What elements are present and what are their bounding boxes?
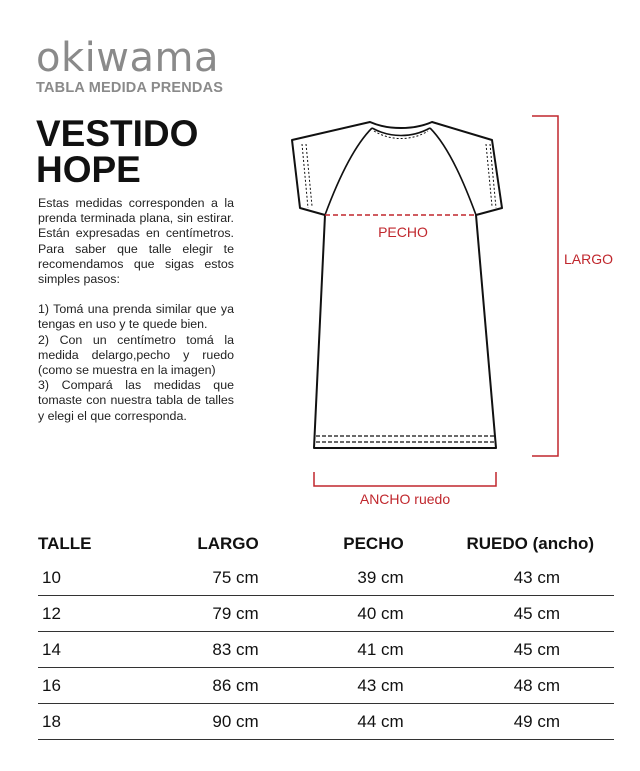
header-largo: LARGO [197,534,259,553]
table-row [38,596,614,632]
label-ancho-ruedo: ANCHO ruedo [359,491,451,507]
product-title-line1: VESTIDO [36,113,199,154]
cell-pecho: 40 cm [259,596,404,632]
header-talle: TALLE [38,534,92,553]
label-pecho: PECHO [378,224,428,240]
header-pecho: PECHO [343,534,404,553]
cell-pecho: 41 cm [259,632,404,668]
cell-pecho: 39 cm [259,560,404,596]
ancho-measure-bracket [314,472,496,486]
instructions-intro: Estas medidas corresponden a la prenda terminada plana, sin estirar. Están expresadas en centímetros. Para saber que talle elegir te recomendamos que sigas estos simples pasos: [38,196,234,287]
largo-measure-bracket [532,116,558,456]
cell-largo: 79 cm [146,596,259,632]
brand-subtitle: TABLA MEDIDA PRENDAS [36,80,224,96]
cell-ruedo: 49 cm [404,704,614,740]
label-largo: LARGO [564,251,614,267]
product-title [36,113,236,190]
table-row [38,632,614,668]
cell-talle: 16 [38,668,146,704]
cell-talle: 10 [38,560,146,596]
cell-pecho: 43 cm [259,668,404,704]
dress-outline [292,122,502,448]
brand-logo: okiwama [36,35,219,81]
product-title-line2: HOPE [36,149,141,190]
cell-largo: 75 cm [146,560,259,596]
cell-talle: 18 [38,704,146,740]
cell-largo: 83 cm [146,632,259,668]
cell-pecho: 44 cm [259,704,404,740]
header-ruedo: RUEDO (ancho) [466,534,594,553]
table-row [38,704,614,740]
cell-talle: 14 [38,632,146,668]
instructions-step-2: 2) Con un centímetro tomá la medida delargo,pecho y ruedo (como se muestra en la imagen) [38,332,234,378]
cell-ruedo: 45 cm [404,632,614,668]
dress-measurement-diagram [280,108,614,508]
cell-ruedo: 48 cm [404,668,614,704]
brand-block [36,35,224,96]
cell-ruedo: 45 cm [404,596,614,632]
size-table-header [38,528,614,560]
cell-talle: 12 [38,596,146,632]
size-table [38,528,614,740]
table-row [38,668,614,704]
instructions-text [38,196,234,424]
instructions-step-3: 3) Compará las medidas que tomaste con nuestra tabla de talles y elegi el que corresponda. [38,378,234,423]
cell-ruedo: 43 cm [404,560,614,596]
instructions-step-1: 1) Tomá una prenda similar que ya tengas en uso y te quede bien. [38,302,234,332]
cell-largo: 90 cm [146,704,259,740]
table-row [38,560,614,596]
cell-largo: 86 cm [146,668,259,704]
